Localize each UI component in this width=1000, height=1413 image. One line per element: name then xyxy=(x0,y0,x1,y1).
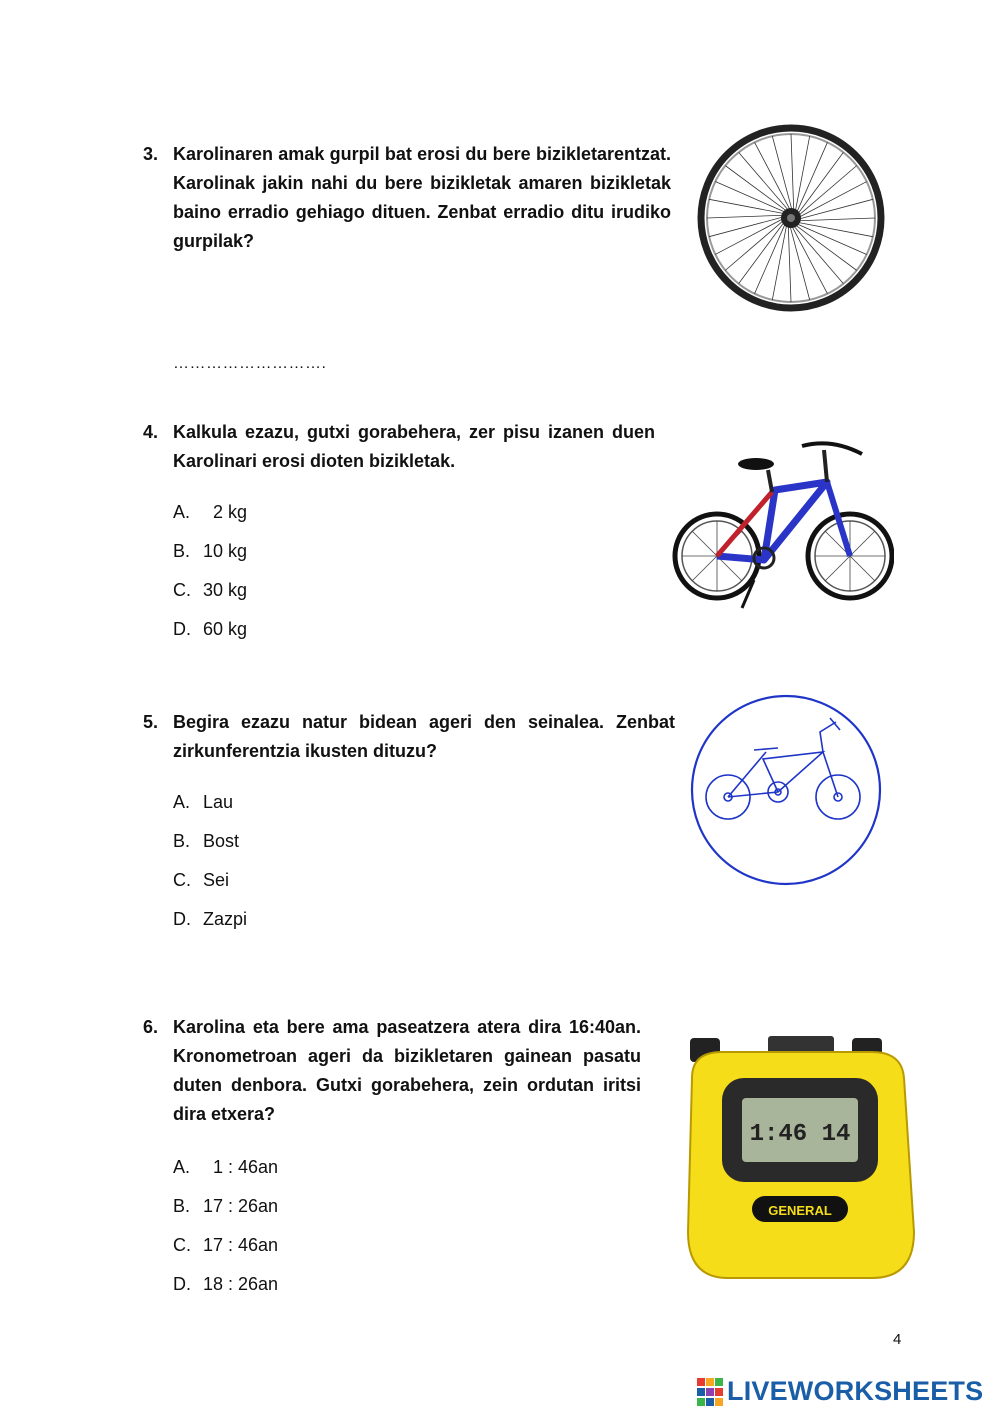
option-c[interactable] xyxy=(173,869,229,891)
option-text: 1 : 46an xyxy=(203,1157,279,1177)
question-number: 4. xyxy=(143,422,159,442)
question-5 xyxy=(143,708,675,766)
bicycle-wheel-icon xyxy=(695,122,887,314)
option-text: 17 : 26an xyxy=(203,1196,279,1216)
option-text: Bost xyxy=(203,831,240,851)
option-text: 17 : 46an xyxy=(203,1235,279,1255)
wheel-spoke xyxy=(715,182,785,213)
option-text: 60 kg xyxy=(203,619,248,639)
stopwatch-icon xyxy=(682,1032,920,1284)
option-b[interactable] xyxy=(173,830,239,852)
option-letter: C. xyxy=(173,580,191,600)
wheel-spoke xyxy=(707,215,783,218)
option-b[interactable] xyxy=(173,540,247,562)
question-number: 6. xyxy=(143,1017,159,1037)
option-letter: B. xyxy=(173,1196,191,1216)
option-text: Sei xyxy=(203,870,230,890)
option-letter: D. xyxy=(173,909,191,929)
question-text: Karolinaren amak gurpil bat erosi du bere bizikletarentzat. Karolinak jakin nahi du bere bizikletak amaren bizikletak baino erradio gehiago dituen. Zenbat erradio ditu irudiko gurpilak? xyxy=(173,144,671,251)
wheel-spoke xyxy=(788,226,791,302)
option-letter: A. xyxy=(173,502,191,522)
answer-blank[interactable]: ………………………. xyxy=(173,355,327,372)
wheel-spoke xyxy=(791,134,794,210)
page-number: 4 xyxy=(893,1331,902,1348)
option-a[interactable] xyxy=(173,501,247,523)
question-4 xyxy=(143,418,655,476)
brand-text: LIVEWORKSHEETS xyxy=(727,1376,984,1406)
option-text: 18 : 26an xyxy=(203,1274,279,1294)
option-d[interactable] xyxy=(173,908,247,930)
option-text: 2 kg xyxy=(203,502,248,522)
option-letter: A. xyxy=(173,792,191,812)
question-6 xyxy=(143,1013,641,1129)
option-text: 10 kg xyxy=(203,541,248,561)
wheel-spoke xyxy=(797,142,828,212)
question-text: Begira ezazu natur bidean ageri den seinalea. Zenbat zirkunferentzia ikusten dituzu? xyxy=(173,712,675,761)
option-letter: B. xyxy=(173,831,191,851)
wheel-spoke xyxy=(797,224,867,255)
option-a[interactable] xyxy=(173,791,233,813)
stopwatch-display: 1:46 14 xyxy=(749,1121,851,1148)
liveworksheets-logo-icon xyxy=(697,1378,723,1406)
liveworksheets-brand[interactable] xyxy=(697,1376,983,1407)
question-3 xyxy=(143,140,671,256)
wheel-spoke xyxy=(715,219,783,255)
stopwatch-brand: GENERAL xyxy=(768,1203,832,1218)
wheel-spoke xyxy=(799,218,875,221)
wheel-spoke xyxy=(799,182,867,218)
option-letter: D. xyxy=(173,619,191,639)
option-letter: C. xyxy=(173,1235,191,1255)
option-b[interactable] xyxy=(173,1195,278,1217)
question-number: 5. xyxy=(143,712,159,732)
bike-path-sign-icon xyxy=(688,692,888,892)
option-d[interactable] xyxy=(173,618,247,640)
option-letter: A. xyxy=(173,1157,191,1177)
wheel-spoke xyxy=(790,226,810,300)
wheel-spoke xyxy=(755,224,786,294)
option-a[interactable] xyxy=(173,1156,278,1178)
option-letter: D. xyxy=(173,1274,191,1294)
wheel-spoke xyxy=(792,226,828,294)
option-text: Zazpi xyxy=(203,909,248,929)
wheel-spoke xyxy=(772,136,792,210)
question-number: 3. xyxy=(143,144,159,164)
option-text: Lau xyxy=(203,792,234,812)
bicycle-icon xyxy=(672,430,894,622)
option-letter: B. xyxy=(173,541,191,561)
option-d[interactable] xyxy=(173,1273,278,1295)
question-text: Kalkula ezazu, gutxi gorabehera, zer pisu izanen duen Karolinari erosi dioten bizikletak. xyxy=(173,422,655,471)
option-text: 30 kg xyxy=(203,580,248,600)
wheel-spoke xyxy=(709,217,783,237)
wheel-spoke xyxy=(799,199,873,219)
option-c[interactable] xyxy=(173,1234,278,1256)
question-text: Karolina eta bere ama paseatzera atera dira 16:40an. Kronometroan ageri da bizikletaren gainean pasatu duten denbora. Gutxi gorabehera, zein ordutan iritsi dira etxera? xyxy=(173,1017,641,1124)
option-letter: C. xyxy=(173,870,191,890)
wheel-spoke xyxy=(755,142,791,210)
option-c[interactable] xyxy=(173,579,247,601)
